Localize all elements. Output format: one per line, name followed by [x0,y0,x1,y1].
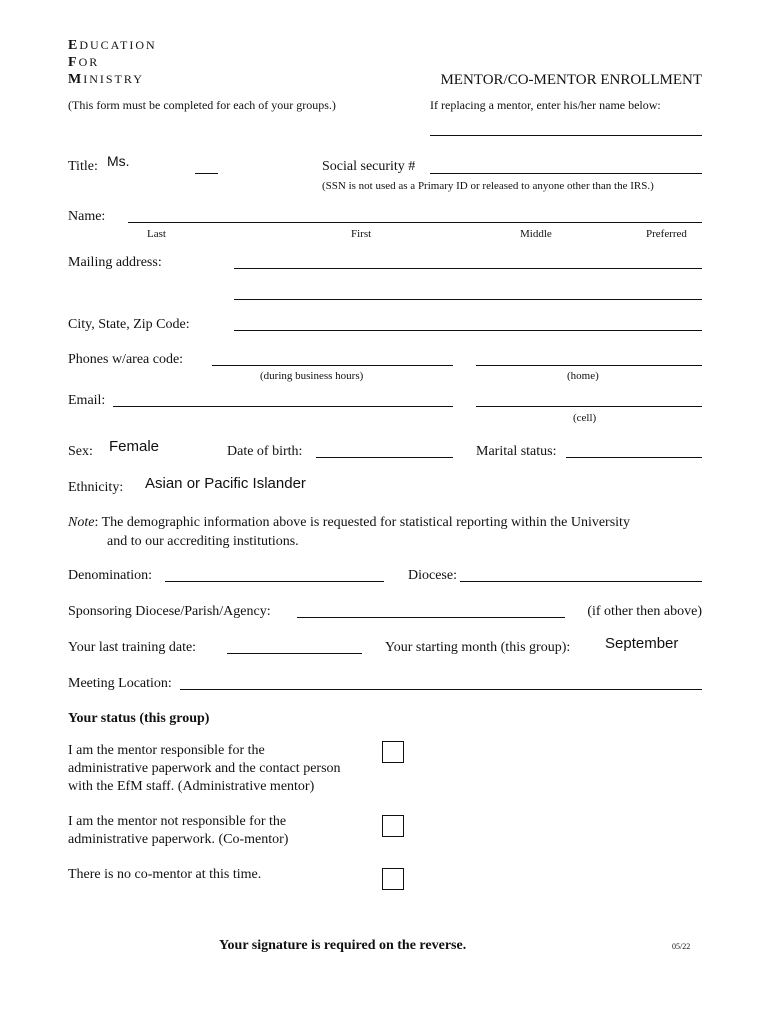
sex-label: Sex: [68,444,93,459]
note-prefix: Note [68,515,95,530]
mailing-address-line2-field[interactable] [234,299,702,300]
ssn-field[interactable] [430,173,702,174]
cell-phone-caption: (cell) [573,412,597,424]
form-note: (This form must be completed for each of your groups.) [68,98,336,112]
status-option-co-mentor [68,813,288,849]
form-title: MENTOR/CO-MENTOR ENROLLMENT [440,72,702,88]
title-label: Title: [68,159,98,174]
status-heading: Your status (this group) [68,711,210,726]
logo-text-ministry: INISTRY [83,72,144,86]
form-code: 05/22 [672,942,691,951]
last-training-label: Your last training date: [68,640,197,655]
status-option-admin-mentor [68,742,341,796]
dob-label: Date of birth: [227,444,303,459]
meeting-location-field[interactable] [180,689,702,690]
meeting-location-label: Meeting Location: [68,676,172,691]
phones-label: Phones w/area code: [68,352,184,367]
name-caption-preferred: Preferred [646,228,687,240]
ethnicity-value[interactable]: Asian or Pacific Islander [145,475,306,492]
status-option-co-line2: administrative paperwork. (Co-mentor) [68,832,289,847]
signature-note: Your signature is required on the reverse. [219,938,467,953]
status-option-admin-line1: I am the mentor responsible for the [68,743,265,758]
diocese-label: Diocese: [408,568,457,583]
home-phone-caption: (home) [567,370,599,382]
starting-month-value[interactable]: September [605,635,679,652]
sponsoring-label: Sponsoring Diocese/Parish/Agency: [68,604,271,619]
title-field-underline [195,173,218,174]
logo-initial-f: F [68,55,79,70]
status-option-admin-line2: administrative paperwork and the contact person [68,761,341,776]
sponsoring-field[interactable] [297,617,565,618]
status-option-no-co-mentor: There is no co-mentor at this time. [68,867,262,882]
ssn-label: Social security # [322,159,416,174]
name-caption-middle: Middle [520,228,552,240]
name-caption-last: Last [147,228,166,240]
name-caption-first: First [351,228,372,240]
logo [68,37,157,88]
marital-status-label: Marital status: [476,444,557,459]
replace-mentor-prompt: If replacing a mentor, enter his/her name below: [430,98,661,112]
demographic-note-line1 [68,515,630,531]
admin-mentor-checkbox[interactable] [382,741,404,763]
status-option-admin-line3: with the EfM staff. (Administrative mentor) [68,779,315,794]
title-value[interactable]: Ms. [107,153,130,169]
business-phone-field[interactable] [212,365,453,366]
replaced-mentor-name-field[interactable] [430,135,702,136]
city-state-zip-label: City, State, Zip Code: [68,317,190,332]
co-mentor-checkbox[interactable] [382,815,404,837]
last-training-field[interactable] [227,653,362,654]
home-phone-field[interactable] [476,365,702,366]
logo-initial-e: E [68,38,80,53]
cell-phone-field[interactable] [476,406,702,407]
mailing-address-label: Mailing address: [68,255,162,270]
sex-value[interactable]: Female [109,438,160,455]
business-phone-caption: (during business hours) [260,370,364,382]
email-field[interactable] [113,406,453,407]
status-option-co-line1: I am the mentor not responsible for the [68,814,287,829]
mailing-address-line1-field[interactable] [234,268,702,269]
diocese-field[interactable] [460,581,702,582]
ssn-note: (SSN is not used as a Primary ID or released to anyone other than the IRS.) [322,180,654,192]
sponsoring-suffix: (if other then above) [587,604,702,619]
name-field[interactable] [128,222,702,223]
denomination-label: Denomination: [68,568,152,583]
city-state-zip-field[interactable] [234,330,702,331]
demographic-note-line2: and to our accrediting institutions. [107,534,299,549]
logo-text-for: OR [78,55,100,69]
marital-status-field[interactable] [566,457,702,458]
logo-text-education: DUCATION [79,38,157,52]
name-label: Name: [68,209,106,224]
denomination-field[interactable] [165,581,384,582]
starting-month-label: Your starting month (this group): [385,640,571,655]
email-label: Email: [68,393,106,408]
note-text-line1: : The demographic information above is requested for statistical reporting within the University [94,515,630,530]
logo-initial-m: M [68,72,84,87]
dob-field[interactable] [316,457,453,458]
ethnicity-label: Ethnicity: [68,480,124,495]
no-co-mentor-checkbox[interactable] [382,868,404,890]
